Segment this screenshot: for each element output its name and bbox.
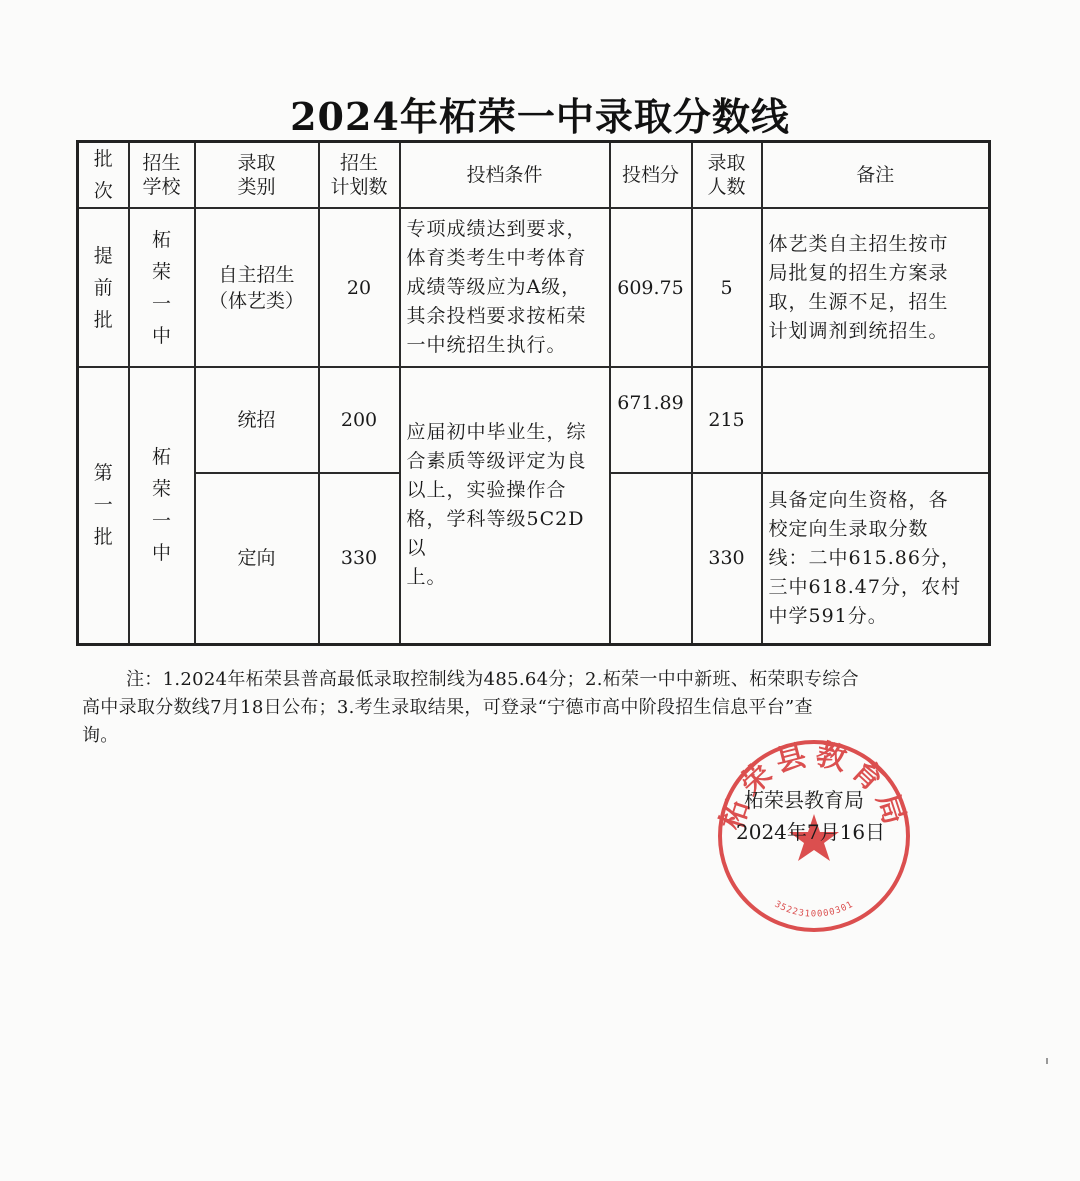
table-header-row [78,142,990,209]
directed-category-cell: 定向 [195,473,319,644]
header-plan: 招生 计划数 [319,142,400,209]
unified-remarks-cell [762,367,990,473]
first-batch-label: 第一批 [93,462,113,549]
early-score-cell: 609.75 [610,208,692,367]
early-batch-label: 提前批 [93,244,113,331]
unified-category-cell: 统招 [195,367,319,473]
seal-text: 柘荣县教育局 [714,736,914,835]
early-admitted-cell: 5 [692,208,762,367]
directed-remarks-cell: 具备定向生资格，各 校定向生录取分数 线：二中615.86分， 三中618.47分，农村 中学591分。 [762,473,990,644]
footnote-line-1: 注：1.2024年柘荣县普高最低录取控制线为485.64分；2.柘荣一中中新班、柘荣职专综合 [126,669,859,690]
scan-edge-mark [1046,1058,1048,1064]
header-admitted: 录取 人数 [692,142,762,209]
svg-text:3522310000301 [773,900,856,920]
unified-score-cell: 671.89 [610,367,692,473]
early-conditions-cell: 专项成绩达到要求， 体育类考生中考体育 成绩等级应为A级， 其余投档要求按柘荣 一中统招生执行。 [400,208,610,367]
early-remarks-cell: 体艺类自主招生按市 局批复的招生方案录 取，生源不足，招生 计划调剂到统招生。 [762,208,990,367]
directed-plan-cell: 330 [319,473,400,644]
unified-admitted-cell: 215 [692,367,762,473]
first-batch-cell [78,367,129,644]
early-school-label: 柘荣一中 [151,228,171,347]
header-batch: 批次 [78,142,129,209]
directed-admitted-cell: 330 [692,473,762,644]
first-school-label: 柘荣一中 [151,446,171,565]
table-row-unified [78,367,990,473]
header-school: 招生 学校 [129,142,195,209]
early-batch-cell [78,208,129,367]
first-conditions-cell: 应届初中毕业生，综 合素质等级评定为良 以上，实验操作合 格，学科等级5C2D以 上。 [400,367,610,644]
admission-score-table [76,140,991,646]
table-row-early-batch [78,208,990,367]
first-school-cell [129,367,195,644]
page-title: 2024年柘荣一中录取分数线 [290,94,790,139]
directed-score-cell [610,473,692,644]
header-category: 录取 类别 [195,142,319,209]
header-remarks: 备注 [762,142,990,209]
seal-code: 3522310000301 [772,899,856,920]
signature-date: 2024年7月16日 [736,820,886,844]
early-plan-cell: 20 [319,208,400,367]
header-score: 投档分 [610,142,692,209]
early-school-cell [129,208,195,367]
footnote-line-2: 高中录取分数线7月18日公布；3.考生录取结果，可登录“宁德市高中阶段招生信息平台”查 [82,697,813,718]
header-conditions: 投档条件 [400,142,610,209]
signature-org: 柘荣县教育局 [744,788,864,812]
unified-plan-cell: 200 [319,367,400,473]
footnote-line-3: 询。 [82,725,119,746]
early-category-cell: 自主招生 （体艺类） [195,208,319,367]
